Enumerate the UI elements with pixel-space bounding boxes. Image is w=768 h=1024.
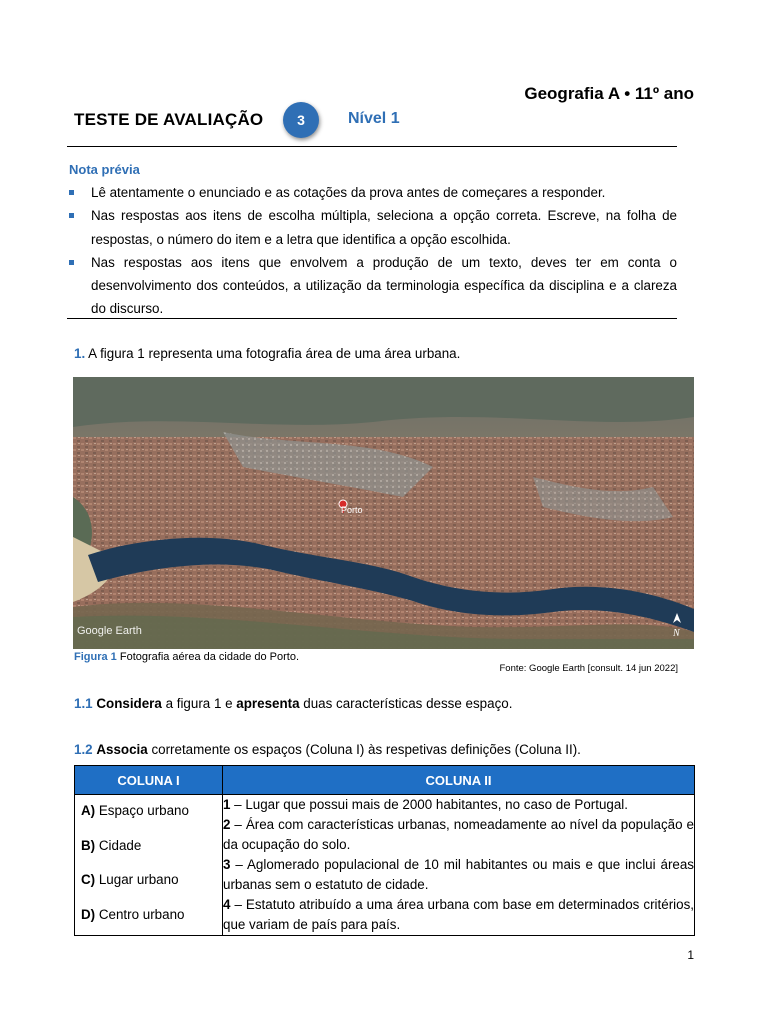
note-title: Nota prévia	[69, 162, 140, 177]
item-text: – Estatuto atribuído a uma área urbana com base em determinados critérios, que variam de país para país.	[223, 897, 694, 932]
association-table	[74, 765, 695, 936]
note-item	[69, 204, 677, 251]
column-1-item	[75, 899, 222, 934]
item-letter: A)	[81, 803, 96, 818]
item-number: 4	[223, 897, 231, 912]
test-number-badge: 3	[283, 102, 319, 138]
instruction-verb: apresenta	[236, 696, 300, 711]
item-text: – Área com características urbanas, nomeadamente ao nível da população e da ocupação do solo.	[223, 817, 694, 852]
item-text: – Aglomerado populacional de 10 mil habitantes ou mais e que inclui áreas urbanas sem o estatuto de cidade.	[223, 857, 694, 892]
column-2-item	[223, 895, 694, 935]
item-text: – Lugar que possui mais de 2000 habitantes, no caso de Portugal.	[230, 797, 628, 812]
column-2-item	[223, 855, 694, 895]
column-2-item	[223, 795, 694, 815]
figure-source: Fonte: Google Earth [consult. 14 jun 2022]	[499, 663, 678, 674]
question-1-1	[74, 696, 512, 711]
page-number: 1	[687, 948, 694, 962]
question-1-2	[74, 742, 581, 757]
table-row	[75, 795, 695, 936]
north-label: N	[673, 628, 680, 639]
column-2-cell	[223, 795, 695, 936]
question-text: corretamente os espaços (Coluna I) às respetivas definições (Coluna II).	[147, 742, 581, 757]
map-place-label: Porto	[341, 505, 363, 515]
note-item-text: Nas respostas aos itens que envolvem a produção de um texto, deves ter em conta o desenvolvimento dos conteúdos, a utilização da terminologia específica da disciplina e a clareza do discurso.	[91, 254, 677, 317]
question-text: A figura 1 representa uma fotografia área de uma área urbana.	[85, 346, 461, 361]
table-header-row	[75, 766, 695, 795]
test-title: TESTE DE AVALIAÇÃO	[74, 110, 264, 129]
header-divider	[67, 146, 677, 147]
item-text: Centro urbano	[95, 906, 185, 922]
figure-caption-text: Fotografia aérea da cidade do Porto.	[116, 651, 300, 663]
note-item-text: Lê atentamente o enunciado e as cotações da prova antes de começares a responder.	[91, 185, 606, 200]
item-text: Lugar urbano	[95, 872, 179, 887]
column-1-item	[75, 795, 222, 830]
google-earth-watermark: Google Earth	[77, 625, 142, 637]
column-1-cell	[75, 795, 223, 936]
column-1-item	[75, 864, 222, 899]
note-divider	[67, 318, 677, 319]
item-text: Cidade	[95, 837, 142, 853]
question-1	[74, 346, 460, 361]
level-label: Nível 1	[348, 110, 400, 127]
question-text: a figura 1 e	[161, 696, 237, 711]
column-header: COLUNA I	[75, 766, 223, 795]
figure-caption	[74, 651, 299, 663]
question-number: 1.	[74, 346, 86, 361]
item-text: Espaço urbano	[95, 803, 189, 818]
square-bullet-icon	[69, 213, 74, 218]
item-letter: C)	[81, 872, 96, 887]
item-number: 3	[223, 857, 231, 872]
square-bullet-icon	[69, 190, 74, 195]
aerial-photo-porto	[73, 377, 694, 649]
question-text: duas características desse espaço.	[299, 696, 513, 711]
instruction-verb: Associa	[96, 742, 148, 757]
figure-caption-label: Figura 1	[74, 651, 117, 663]
note-list	[69, 181, 677, 321]
column-header: COLUNA II	[223, 766, 695, 795]
aerial-photo-illustration	[73, 377, 694, 649]
item-number: 2	[223, 817, 231, 832]
column-1-item	[75, 830, 222, 865]
question-number: 1.1	[74, 696, 93, 711]
column-2-item	[223, 815, 694, 855]
note-item	[69, 251, 677, 321]
item-letter: B)	[81, 837, 96, 853]
item-letter: D)	[81, 906, 96, 922]
note-item	[69, 181, 677, 204]
question-number: 1.2	[74, 742, 93, 757]
subject-title: Geografia A • 11º ano	[524, 84, 694, 103]
item-number: 1	[223, 797, 231, 812]
note-item-text: Nas respostas aos itens de escolha múltipla, seleciona a opção correta. Escreve, na folha de respostas, o número do item e a letra que identifica a opção escolhida.	[91, 208, 677, 247]
instruction-verb: Considera	[96, 696, 162, 711]
square-bullet-icon	[69, 260, 74, 265]
